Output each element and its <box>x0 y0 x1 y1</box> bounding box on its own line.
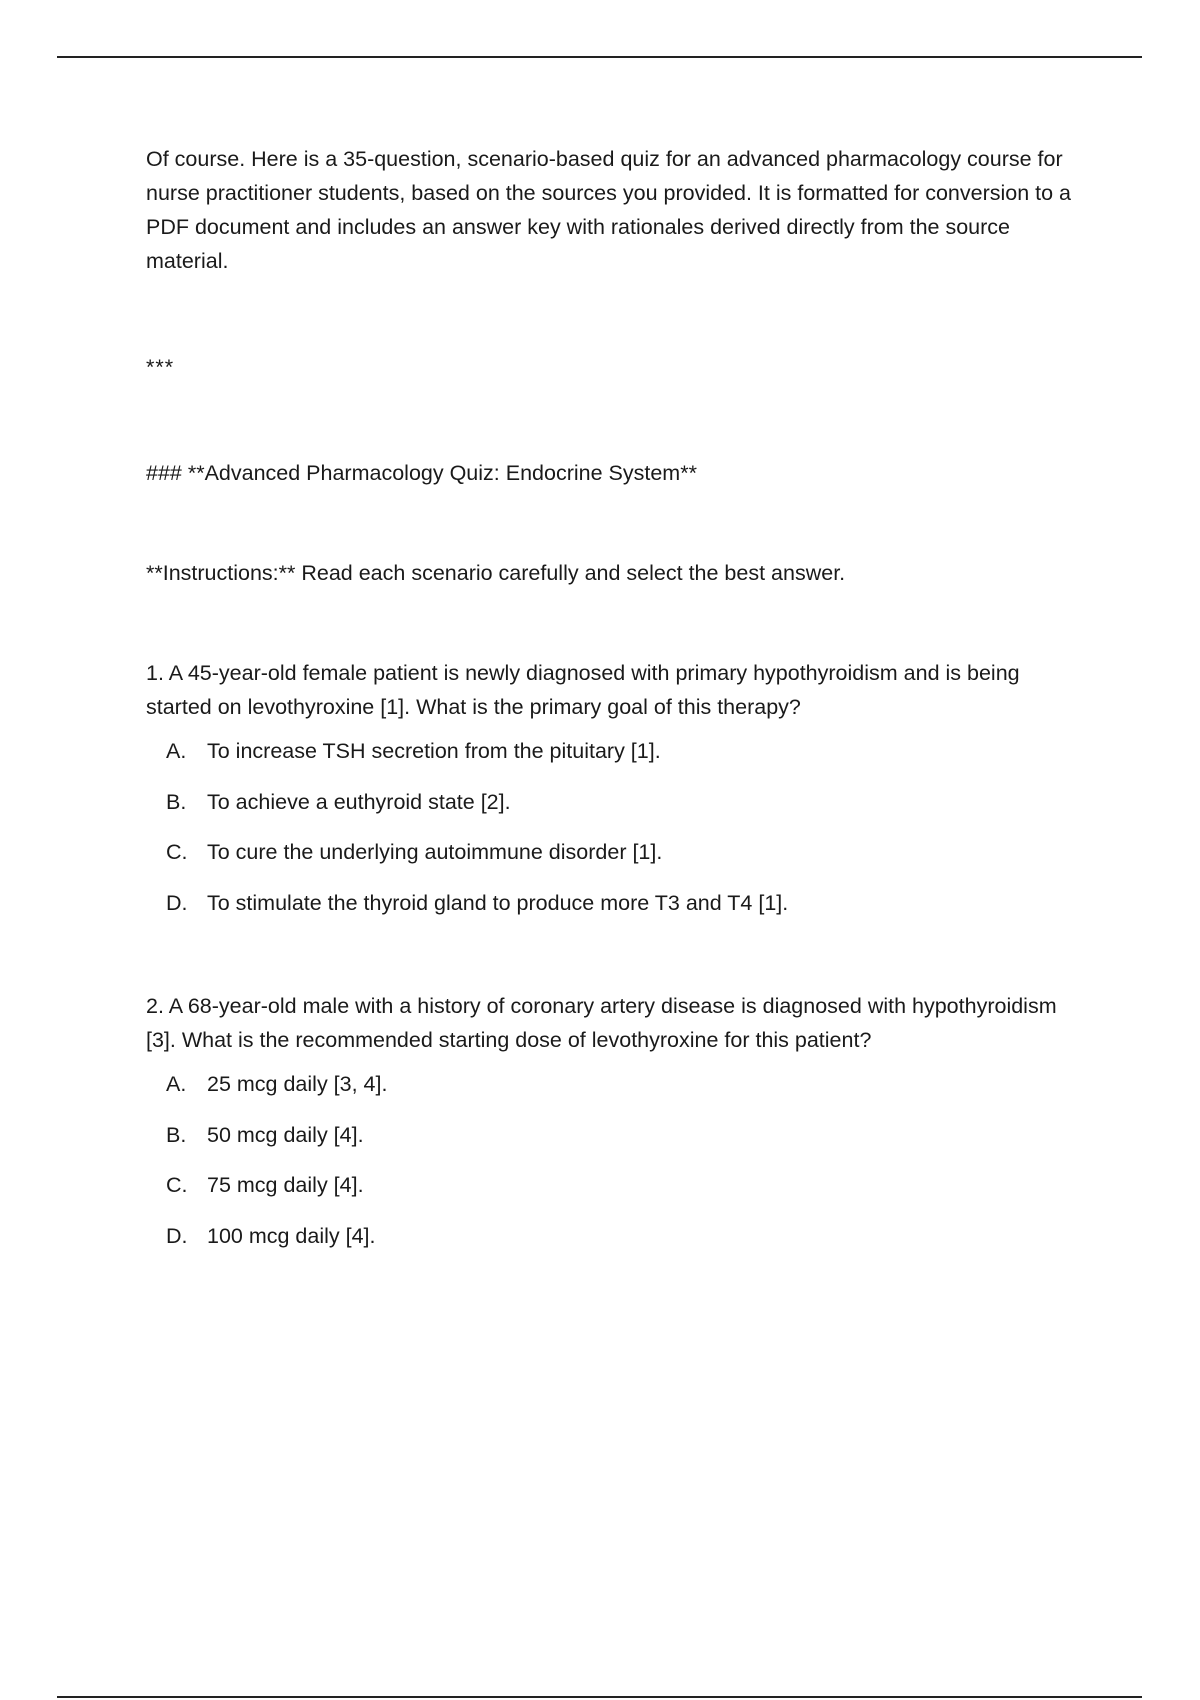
option-letter: A. <box>166 1072 187 1096</box>
answer-options <box>146 734 1086 936</box>
question-1 <box>146 656 1086 936</box>
option-letter: B. <box>166 1122 187 1147</box>
option-text: 50 mcg daily [4]. <box>207 1122 364 1147</box>
answer-option-a <box>166 1067 1086 1118</box>
option-text: 25 mcg daily [3, 4]. <box>207 1072 388 1096</box>
option-text: To increase TSH secretion from the pituitary [1]. <box>207 739 661 763</box>
answer-option-d <box>166 886 1086 937</box>
separator-text: *** <box>146 355 175 379</box>
document-body <box>146 142 1086 1269</box>
instructions-text: **Instructions:** Read each scenario carefully and select the best answer. <box>146 561 846 585</box>
question-spacer <box>146 936 1086 989</box>
question-stem: 2. A 68-year-old male with a history of coronary artery disease is diagnosed with hypothyroidism [3]. What is the recommended starting dose of levothyroxine for this patient? <box>146 994 1057 1052</box>
option-text: 75 mcg daily [4]. <box>207 1173 364 1197</box>
answer-option-b <box>166 1118 1086 1169</box>
answer-option-c <box>166 1168 1086 1219</box>
option-letter: D. <box>166 1223 188 1248</box>
option-letter: C. <box>166 840 188 864</box>
option-letter: B. <box>166 789 187 814</box>
option-letter: A. <box>166 739 187 763</box>
question-stem: 1. A 45-year-old female patient is newly diagnosed with primary hypothyroidism and is being started on levothyroxine [1]. What is the primary goal of this therapy? <box>146 661 1020 719</box>
answer-options <box>146 1067 1086 1269</box>
quiz-heading: ### **Advanced Pharmacology Quiz: Endocrine System** <box>146 461 697 485</box>
answer-option-b <box>166 785 1086 836</box>
header-rule <box>57 56 1142 58</box>
option-letter: D. <box>166 890 188 915</box>
option-text: To stimulate the thyroid gland to produce more T3 and T4 [1]. <box>207 890 789 915</box>
option-text: To cure the underlying autoimmune disorder [1]. <box>207 840 663 864</box>
answer-option-a <box>166 734 1086 785</box>
option-text: To achieve a euthyroid state [2]. <box>207 789 511 814</box>
option-letter: C. <box>166 1173 188 1197</box>
question-2 <box>146 989 1086 1269</box>
footer-rule <box>57 1696 1142 1698</box>
answer-option-c <box>166 835 1086 886</box>
answer-option-d <box>166 1219 1086 1270</box>
option-text: 100 mcg daily [4]. <box>207 1223 376 1248</box>
intro-paragraph: Of course. Here is a 35-question, scenario-based quiz for an advanced pharmacology course for nurse practitioner students, based on the sources you provided. It is formatted for conversion to a PDF document and includes an answer key with rationales derived directly from the source material. <box>146 147 1072 273</box>
